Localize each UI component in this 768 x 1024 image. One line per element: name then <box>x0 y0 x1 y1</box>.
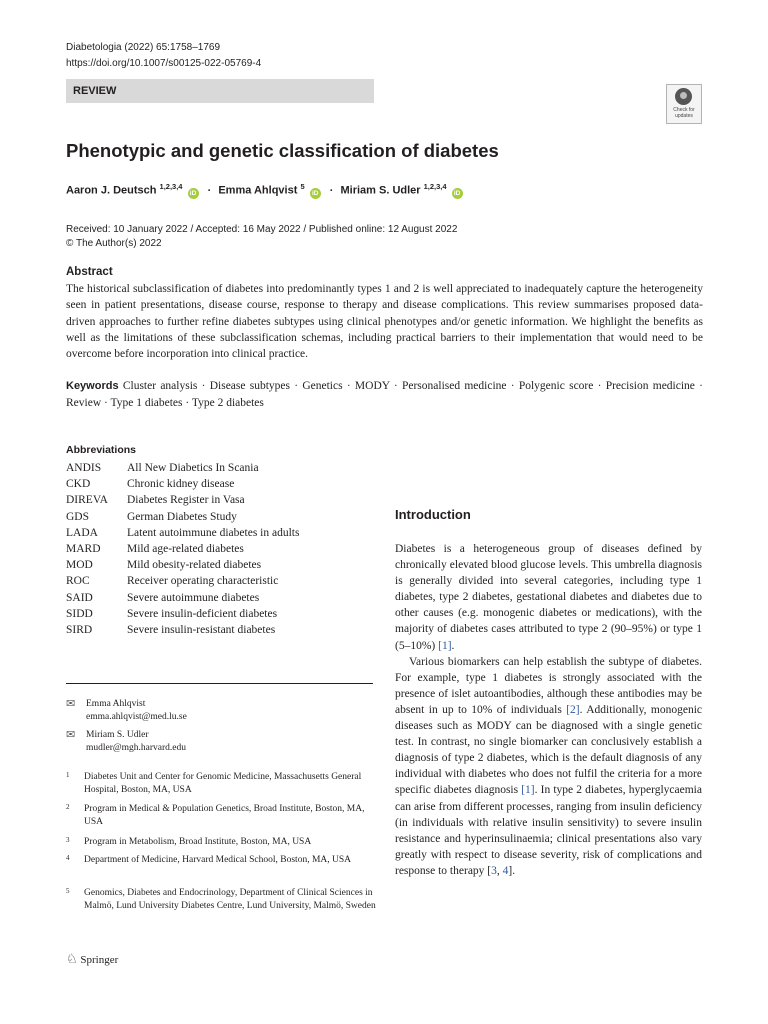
abbreviation-definition: Severe insulin-deficient diabetes <box>127 607 278 620</box>
footnote-divider <box>66 683 373 684</box>
article-type-bar <box>66 79 374 103</box>
abbreviation-row <box>66 590 299 606</box>
paragraph-text: , <box>496 864 503 877</box>
citation-link[interactable]: [1] <box>438 639 452 652</box>
abbreviation: LADA <box>66 526 98 539</box>
introduction-heading: Introduction <box>395 507 471 522</box>
abstract-text: The historical subclassification of diabetes into predominantly types 1 and 2 is well appreciated to inadequately capture the heterogeneity seen in patient presentations, disease course, response to therapy and disease complications. This review summarises proposed data-driven approaches to further refine diabetes subtypes using clinical phenotypes and/or genetic information. We highlight the benefits as well as the limitations of these subclassification schemas, including practical barriers to their implementation that would need to be overcome before incorporation into clinical practice. <box>66 283 703 361</box>
abbreviation-definition: Mild obesity-related diabetes <box>127 559 262 572</box>
paragraph-text: Various biomarkers can help establish the subtype of diabetes. For example, type 1 diabetes is strongly associated with the presence of islet autoantibodies, although these antibodies may be absent in up to 10% of individuals <box>395 655 702 716</box>
envelope-icon: ✉ <box>66 698 76 710</box>
doi-link[interactable]: https://doi.org/10.1007/s00125-022-05769-4 <box>66 58 262 69</box>
author-name[interactable]: Emma Ahlqvist <box>218 184 298 197</box>
abbreviation-row <box>66 573 299 589</box>
abbreviation-row <box>66 525 299 541</box>
abbreviation-definition: Severe autoimmune diabetes <box>127 591 260 604</box>
abbreviation-definition: Chronic kidney disease <box>127 478 235 491</box>
affiliation-number: 4 <box>66 854 70 862</box>
abbreviation-row <box>66 460 299 476</box>
abbreviation-row <box>66 476 299 492</box>
affiliation-number: 5 <box>66 887 70 895</box>
contact-name: Emma Ahlqvist <box>86 699 146 709</box>
abbreviation-definition: Mild age-related diabetes <box>127 543 244 556</box>
abbreviation-row <box>66 557 299 573</box>
author-affiliation-ref: 1,2,3,4 <box>423 182 447 191</box>
journal-citation: Diabetologia (2022) 65:1758–1769 <box>66 42 221 53</box>
paragraph <box>395 654 702 879</box>
affiliation-number: 1 <box>66 771 70 779</box>
abbreviation: MARD <box>66 543 101 556</box>
article-type-label: REVIEW <box>73 85 117 97</box>
paragraph-text: . <box>451 639 455 652</box>
contact-email[interactable]: mudler@mgh.harvard.edu <box>86 743 187 753</box>
abbreviation: CKD <box>66 478 91 491</box>
abbreviation: DIREVA <box>66 494 108 507</box>
abstract-heading: Abstract <box>66 266 113 278</box>
keywords-list: Cluster analysis · Disease subtypes · Genetics · MODY · Personalised medicine · Polygenic score · Precision medicine · Review · Type 1 diabetes · Type 2 diabetes <box>66 380 703 409</box>
author-name[interactable]: Miriam S. Udler <box>340 184 421 197</box>
affiliation-text: Program in Medical & Population Genetics, Broad Institute, Boston, MA, USA <box>84 804 365 827</box>
abbreviation-definition: Receiver operating characteristic <box>127 575 279 588</box>
affiliation-text: Program in Metabolism, Broad Institute, Boston, MA, USA <box>84 837 312 847</box>
crossmark-icon <box>675 88 692 105</box>
paragraph <box>395 541 702 654</box>
affiliation-text: Genomics, Diabetes and Endocrinology, Department of Clinical Sciences in Malmö, Lund University Diabetes Centre, Lund University, Malmö, Sweden <box>84 888 376 911</box>
author-separator: · <box>207 184 212 197</box>
affiliation-text: Department of Medicine, Harvard Medical School, Boston, MA, USA <box>84 855 352 865</box>
orcid-icon[interactable]: iD <box>188 188 199 199</box>
affiliation-number: 3 <box>66 836 70 844</box>
abbreviation-definition: Latent autoimmune diabetes in adults <box>127 526 300 539</box>
abbreviation: ANDIS <box>66 462 102 474</box>
abbreviation: ROC <box>66 575 90 588</box>
history-dates: Received: 10 January 2022 / Accepted: 16 May 2022 / Published online: 12 August 2022 <box>66 224 458 235</box>
abbreviation: GDS <box>66 510 90 523</box>
abbreviation-row <box>66 622 299 638</box>
abbreviation: SAID <box>66 591 93 604</box>
copyright-line: © The Author(s) 2022 <box>66 238 162 249</box>
journal-header <box>66 40 261 72</box>
publication-dates <box>66 223 457 251</box>
paragraph-text: Diabetes is a heterogeneous group of diseases defined by chronically elevated blood glucose levels. This umbrella diagnosis is generally divided into several categories, including type 1 diabetes, type 2 diabetes, gestational diabetes and diabetes due to other causes (e.g. monogenic diabetes or medications), with the majority of diabetes cases attributed to type 2 (90–95%) or type 1 (5–10%) <box>395 543 702 652</box>
citation-link[interactable]: 3 <box>491 864 497 877</box>
publisher-logo <box>66 951 118 967</box>
orcid-icon[interactable]: iD <box>452 188 463 199</box>
abbreviation: SIDD <box>66 607 93 620</box>
abbreviation-row <box>66 541 299 557</box>
author-list <box>66 182 465 199</box>
abbreviation-definition: German Diabetes Study <box>127 510 237 523</box>
abbreviation-row <box>66 492 299 508</box>
envelope-icon: ✉ <box>66 729 76 741</box>
author-name[interactable]: Aaron J. Deutsch <box>66 184 157 197</box>
author-separator: · <box>329 184 334 197</box>
affiliation-text: Diabetes Unit and Center for Genomic Medicine, Massachusetts General Hospital, Boston, MA, USA <box>84 772 362 795</box>
keywords <box>66 378 703 411</box>
orcid-icon[interactable]: iD <box>310 188 321 199</box>
citation-link[interactable]: [2] <box>566 703 580 716</box>
abbreviation: SIRD <box>66 624 93 637</box>
abbreviation: MOD <box>66 559 93 572</box>
crossmark-label: Check for updates <box>673 107 695 119</box>
abbreviation-definition: Diabetes Register in Vasa <box>127 494 245 507</box>
author-affiliation-ref: 1,2,3,4 <box>159 182 183 191</box>
publisher-name: Springer <box>80 954 119 966</box>
check-for-updates-badge[interactable] <box>666 84 702 124</box>
citation-link[interactable]: [1] <box>521 784 535 797</box>
paragraph-text: . Additionally, monogenic diseases such as MODY can be diagnosed with a single genetic test. In contrast, no single biomarker can conclusively establish a diagnosis of type 2 diabetes, which is the default diagnosis of any individual with diabetes who does not fulfil the criteria for a more specific diabetes diagnosis <box>395 703 702 797</box>
citation-link[interactable]: 4 <box>502 864 509 877</box>
article-title: Phenotypic and genetic classification of diabetes <box>66 140 499 161</box>
author-affiliation-ref: 5 <box>300 182 305 191</box>
introduction-body <box>395 541 702 879</box>
abbreviation-definition: Severe insulin-resistant diabetes <box>127 624 276 637</box>
abbreviations-heading: Abbreviations <box>66 444 137 456</box>
abbreviations-table <box>66 460 299 638</box>
keywords-label: Keywords <box>66 380 119 392</box>
contact-email[interactable]: emma.ahlqvist@med.lu.se <box>86 712 187 722</box>
paragraph-text: ]. <box>508 864 516 877</box>
abbreviation-row <box>66 606 299 622</box>
abbreviation-row <box>66 509 299 525</box>
paragraph-text: . In type 2 diabetes, hyperglycaemia can arise from different processes, ranging from insulin deficiency (in individuals with relative insulin sensitivity) to severe insulin resistance and hyperinsulinaemia; clinical presentations also vary greatly with respect to disease severity, risk of complications and response to therapy [ <box>395 784 702 877</box>
contact-name: Miriam S. Udler <box>86 730 149 740</box>
abbreviation-definition: All New Diabetics In Scania <box>127 462 259 474</box>
affiliation-number: 2 <box>66 803 70 811</box>
springer-horse-icon: ♘ <box>66 951 78 966</box>
